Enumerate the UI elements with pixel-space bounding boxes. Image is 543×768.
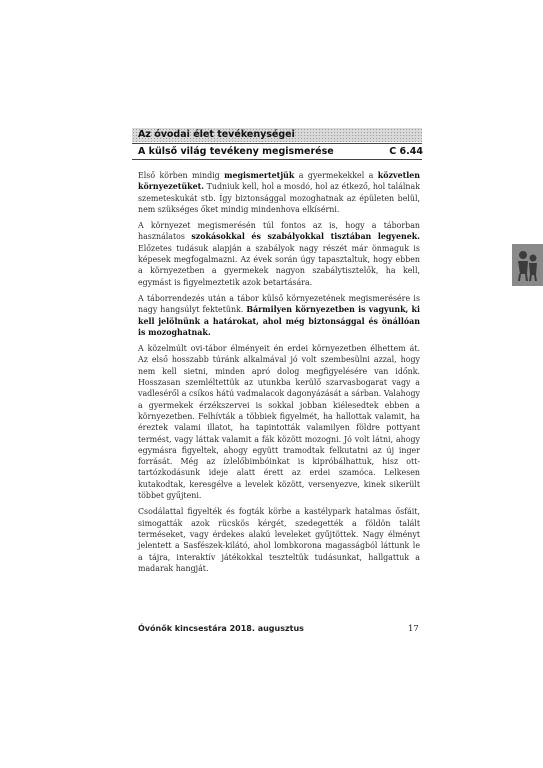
children-figure-icon	[514, 248, 541, 282]
body-paragraph	[138, 506, 420, 574]
body-paragraph	[138, 220, 420, 288]
paragraph-text: A közelmúlt ovi-tábor élményeit én erdei környezetben élhettem át. Az első hosszabb túránk alkalmával jó volt szembesülni azzal, hogy nem kell sietni, minden apró dolog megfigyelésére van időnk. Hosszasan szemléltettük az utunkba kerülő szarvasbogarat vagy a vadleséről a csíkos hátú vadmalacok dagonyázását a sárban. Valahogy a gyermekek érzékszervei is sokkal jobban kiélesedtek ebben a környezetben. Felhívták a többiek figyelmét, ha hallottak valamit, ha éreztek valami illatot, ha tapintották valamilyen földre pottyant termést, vagy láttak valamit a fák között mozogni. Jó volt látni, ahogy egymásra figyeltek, ahogy együtt tramodtak felkutatni az új inger forrását. Még az ízlelőbimbóinkat is kipróbálhattuk, hisz ott-tartózkodásunk ideje alatt érett az erdei szamóca. Lelkesen kutakodtak, keresgélve a levelek között, versenyezve, kinek sikerült többet gyűjteni.	[138, 344, 420, 501]
page-number: 17	[408, 624, 419, 634]
paragraph-text: Tudniuk kell, hol a mosdó, hol az étkező, hol találnak szemeteskukát stb. Így biztonsággal mozoghatnak az épületen belül, nem szükséges őket mindig mindenhova elkísérni.	[138, 182, 420, 214]
section-thumb-tab	[512, 244, 543, 286]
body-paragraph	[138, 293, 420, 338]
emphasized-text: megismertetjük	[224, 171, 295, 180]
paragraph-text: A táborrendezés után a tábor külső környezetének megismerésére is nagy hangsúlyt fektetünk.	[138, 293, 420, 315]
paragraph-text: Előzetes tudásuk alapján a szabályok nagy részét már önmaguk is képesek megfogalmazni. Az évek során úgy tapasztaltuk, hogy ebben a környezetben a gyermekek nagyon szabálytisztelők, ha kell, egymást is figyelmeztetik azok betartására.	[138, 243, 420, 287]
header-divider	[132, 143, 422, 144]
section-title: Az óvodai élet tevékenységei	[138, 129, 295, 140]
publication-footer: Óvónők kincsestára 2018. augusztus	[138, 624, 304, 633]
article-body	[138, 170, 420, 579]
activity-code: C 6.44	[389, 146, 423, 157]
emphasized-text: szokásokkal és szabályokkal tisztában legyenek.	[191, 232, 420, 242]
body-paragraph	[138, 343, 420, 501]
emphasized-text: Bármilyen környezetben is vagyunk, ki kell jelölnünk a határokat, ahol még biztonsággal és önállóan is mozoghatnak.	[138, 305, 421, 337]
paragraph-text: Első körben mindig	[138, 171, 225, 180]
paragraph-text: A környezet megismerésén túl fontos az is, hogy a táborban használatos	[138, 221, 420, 242]
emphasized-text: közvetlen környezetüket.	[138, 171, 420, 192]
header-divider	[132, 159, 422, 160]
activity-title: A külső világ tevékeny megismerése	[138, 146, 334, 157]
paragraph-text: a gyermekekkel a	[294, 171, 378, 180]
paragraph-text: Csodálattal figyelték és fogták körbe a kastélypark hatalmas ősfáit, simogatták azok rücskös kérgét, szedegették a földön talált terméseket, vagy érdekes alakú leveleket gyűjtöttek. Nagy élményt jelentett a Sasfészek-kilátó, ahol lombkorona magasságból láttunk le a tájra, interaktív játékokkal teszteltük tudásunkat, hallgattuk a madarak hangját.	[138, 507, 420, 573]
body-paragraph	[138, 170, 420, 215]
